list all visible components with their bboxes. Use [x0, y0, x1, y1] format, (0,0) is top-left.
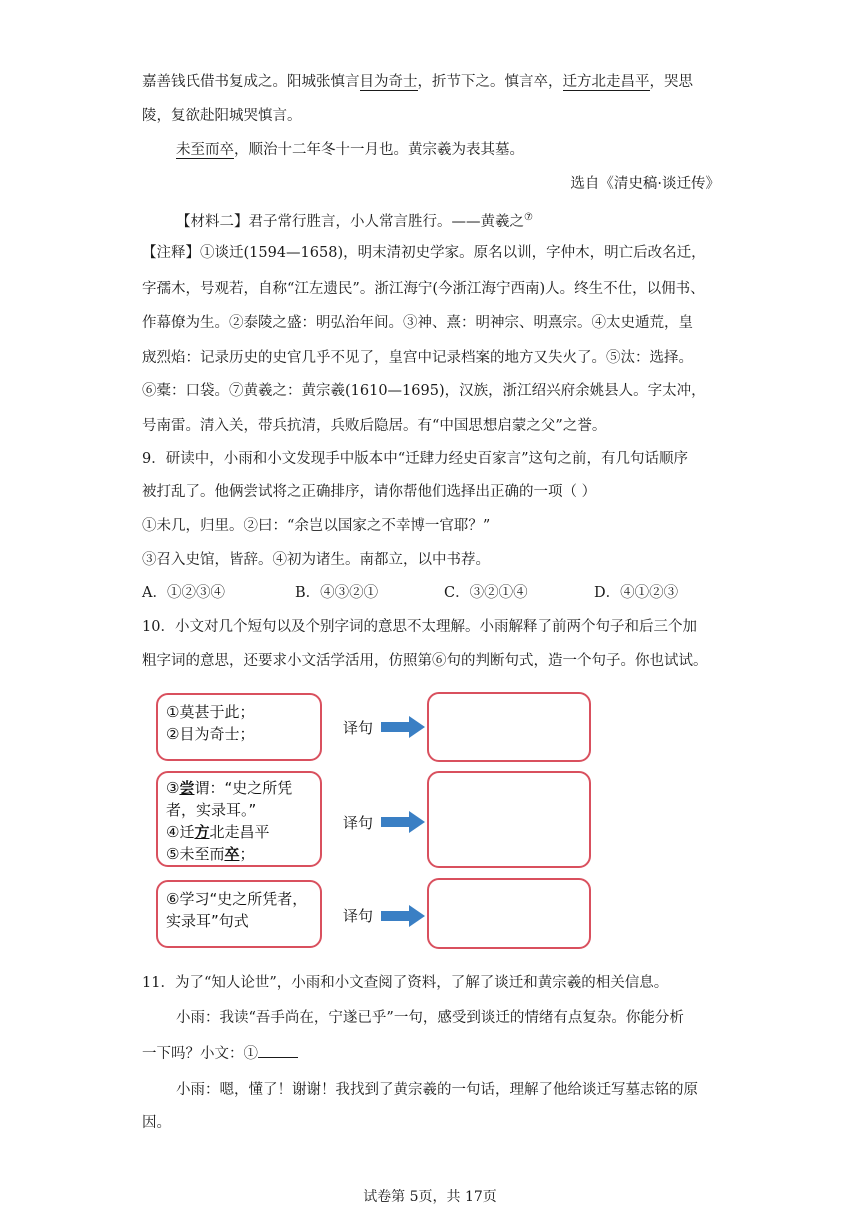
translate-label: 译句	[343, 907, 374, 925]
bold-word: 尝	[179, 779, 195, 797]
note-line: 宬烈焰：记录历史的史官几乎不见了，皇宫中记录档案的地方又失火了。⑤汰：选择。	[142, 350, 693, 366]
sentence-item	[166, 821, 312, 843]
sentence-text: ④迁	[166, 823, 195, 841]
q9-stem-line-1: 9．研读中，小雨和小文发现手中版本中“迁肆力经史百家言”这句之前，有几句话顺序	[142, 451, 689, 467]
footnote-marker: ⑦	[524, 212, 533, 223]
dialogue-text: 一下吗？小文：	[142, 1046, 244, 1062]
q11-dialogue-4: 因。	[142, 1115, 171, 1131]
blank-number: ①	[243, 1046, 258, 1062]
sentence-box-3	[156, 880, 322, 948]
q9-sentences-2: ③召入史馆，皆辞。④初为诸生。南都立，以中书荐。	[142, 552, 490, 568]
page-footer: 试卷第 5页，共 17页	[363, 1189, 497, 1205]
note-line: 字孺木，号观若，自称“江左遗民”。浙江海宁(今浙江海宁西南)人。终生不仕，以佣书、	[142, 281, 705, 297]
sentence-item: 者，实录耳。”	[166, 801, 257, 819]
passage-text: ，折节下之。慎言卒，	[417, 74, 563, 90]
sentence-text: ⑤未至而	[166, 845, 225, 863]
sentence-item: ⑥学习“史之所凭者，	[166, 890, 308, 908]
note-line: 号南雷。清入关，带兵抗清，兵败后隐居。有“中国思想启蒙之父”之誉。	[142, 418, 607, 434]
right-arrow-icon	[381, 811, 425, 833]
note-line: ⑥橐：口袋。⑦黄羲之：黄宗羲(1610—1695)，汉族，浙江绍兴府余姚县人。字太冲，	[142, 383, 706, 399]
answer-blank[interactable]	[258, 1043, 298, 1058]
q11-title: 11．为了“知人论世”，小雨和小文查阅了资料，了解了谈迁和黄宗羲的相关信息。	[142, 975, 669, 991]
passage-text: ，哭思	[649, 74, 693, 90]
q9-sentences-1: ①未几，归里。②曰：“余岂以国家之不幸博一官耶？”	[142, 518, 491, 534]
passage-text: 嘉善钱氏借书复成之。阳城张慎言	[142, 74, 360, 90]
bold-word: 卒	[224, 845, 240, 863]
underlined-phrase: 未至而卒	[176, 142, 234, 158]
passage-source: 选自《清史稿·谈迁传》	[570, 176, 720, 192]
q11-dialogue-2	[142, 1043, 722, 1064]
q11-dialogue-3: 小雨：嗯，懂了！谢谢！我找到了黄宗羲的一句话，理解了他给谈迁写墓志铭的原	[176, 1082, 698, 1098]
q10-stem-line-2: 粗字词的意思，还要求小文活学活用，仿照第⑥句的判断句式，造一个句子。你也试试。	[142, 653, 708, 669]
q11-dialogue-1: 小雨：我读“吾手尚在，宁遂已乎”一句，感受到谈迁的情绪有点复杂。你能分析	[176, 1010, 684, 1026]
sentence-item	[166, 777, 312, 799]
sentence-box-1	[156, 693, 322, 761]
underlined-phrase: 目为奇士	[359, 74, 418, 90]
translate-label: 译句	[343, 719, 374, 737]
answer-box-1[interactable]	[427, 692, 591, 762]
q9-stem-line-2: 被打乱了。他俩尝试将之正确排序，请你帮他们选择出正确的一项（ ）	[142, 484, 597, 500]
sentence-text: 谓：“史之所凭	[194, 779, 293, 797]
q9-option-a[interactable]: A．①②③④	[142, 585, 225, 601]
right-arrow-icon	[381, 905, 425, 927]
sentence-text: ；	[239, 845, 255, 863]
passage-line-3	[176, 140, 756, 160]
answer-box-3[interactable]	[427, 878, 591, 949]
bold-word: 方	[194, 823, 210, 841]
sentence-item	[166, 843, 312, 865]
note-line: 作幕僚为生。②泰陵之盛：明弘治年间。③神、熹：明神宗、明熹宗。④太史遁荒，皇	[142, 315, 693, 331]
q10-stem-line-1: 10．小文对几个短句以及个别字词的意思不太理解。小雨解释了前两个句子和后三个加	[142, 619, 697, 635]
passage-line-1	[142, 72, 722, 92]
material-two-text: 【材料二】君子常行胜言，小人常言胜行。——黄羲之	[176, 213, 524, 230]
answer-box-2[interactable]	[427, 771, 591, 868]
translate-label: 译句	[343, 814, 374, 832]
item-number: ③	[166, 779, 180, 797]
sentence-item: ①莫甚于此；	[166, 703, 255, 721]
passage-text: ，顺治十二年冬十一月也。黄宗羲为表其墓。	[234, 142, 524, 158]
q9-option-d[interactable]: D．④①②③	[594, 585, 679, 601]
note-line: 【注释】①谈迁(1594—1658)，明末清初史学家。原名以训，字仲木，明亡后改名迁，	[142, 245, 706, 261]
underlined-phrase: 迁方北走昌平	[562, 74, 650, 90]
material-two	[176, 208, 756, 232]
q9-option-b[interactable]: B．④③②①	[295, 585, 379, 601]
q9-option-c[interactable]: C．③②①④	[444, 585, 528, 601]
sentence-box-2	[156, 771, 322, 867]
sentence-item: ②目为奇士；	[166, 725, 255, 743]
sentence-text: 北走昌平	[209, 823, 270, 841]
sentence-item: 实录耳”句式	[166, 912, 249, 930]
right-arrow-icon	[381, 716, 425, 738]
passage-line-2: 陵，复欲赴阳城哭慎言。	[142, 108, 302, 124]
